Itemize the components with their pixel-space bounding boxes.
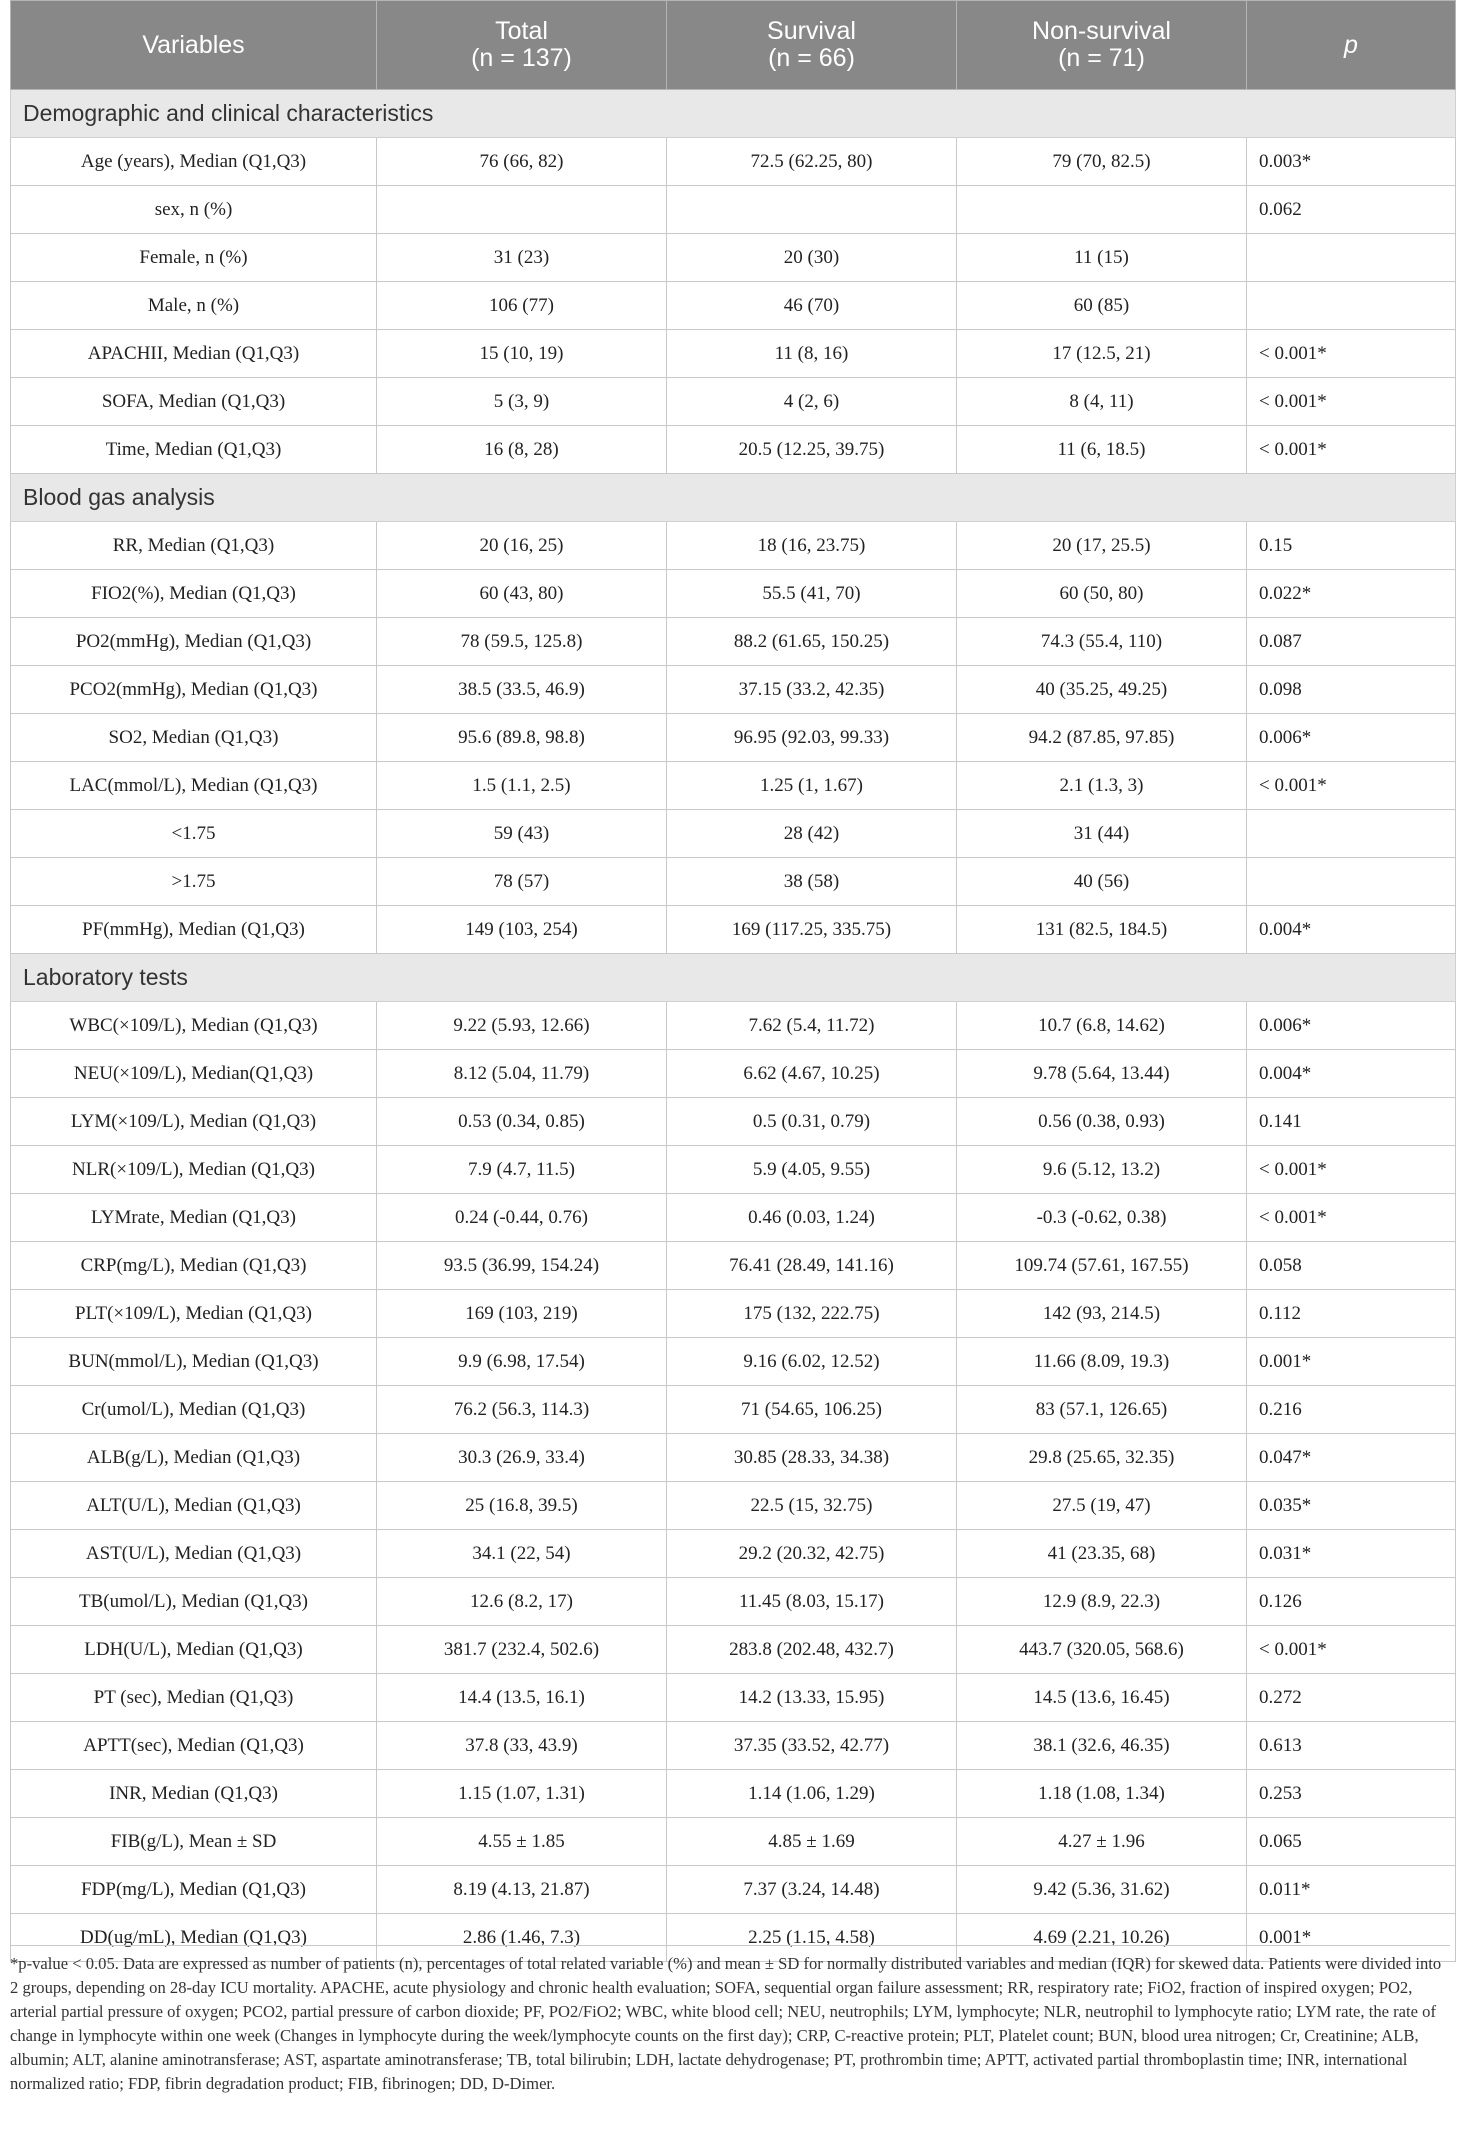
non-survival-cell: 8 (4, 11) <box>957 378 1247 426</box>
variable-cell: ALT(U/L), Median (Q1,Q3) <box>11 1482 377 1530</box>
survival-cell: 11.45 (8.03, 15.17) <box>667 1578 957 1626</box>
variable-cell: LYMrate, Median (Q1,Q3) <box>11 1194 377 1242</box>
survival-cell: 175 (132, 222.75) <box>667 1290 957 1338</box>
table-row <box>11 1098 1456 1146</box>
variable-cell: FDP(mg/L), Median (Q1,Q3) <box>11 1866 377 1914</box>
table-row <box>11 906 1456 954</box>
p-value-cell: < 0.001* <box>1247 1194 1456 1242</box>
total-cell: 16 (8, 28) <box>377 426 667 474</box>
non-survival-cell: 83 (57.1, 126.65) <box>957 1386 1247 1434</box>
survival-cell: 20.5 (12.25, 39.75) <box>667 426 957 474</box>
non-survival-cell: 60 (50, 80) <box>957 570 1247 618</box>
table-row <box>11 714 1456 762</box>
p-value-cell: 0.003* <box>1247 138 1456 186</box>
p-value-cell: < 0.001* <box>1247 378 1456 426</box>
section-title: Blood gas analysis <box>11 474 1456 522</box>
non-survival-cell: 40 (56) <box>957 858 1247 906</box>
p-value-cell: 0.058 <box>1247 1242 1456 1290</box>
survival-cell: 20 (30) <box>667 234 957 282</box>
table-row <box>11 1482 1456 1530</box>
header-row <box>11 1 1456 90</box>
variable-cell: BUN(mmol/L), Median (Q1,Q3) <box>11 1338 377 1386</box>
total-cell: 0.53 (0.34, 0.85) <box>377 1098 667 1146</box>
survival-cell: 7.62 (5.4, 11.72) <box>667 1002 957 1050</box>
table-row <box>11 1194 1456 1242</box>
p-value-cell: 0.15 <box>1247 522 1456 570</box>
variable-cell: AST(U/L), Median (Q1,Q3) <box>11 1530 377 1578</box>
p-value-cell: 0.001* <box>1247 1338 1456 1386</box>
survival-cell: 283.8 (202.48, 432.7) <box>667 1626 957 1674</box>
survival-cell: 88.2 (61.65, 150.25) <box>667 618 957 666</box>
non-survival-cell: 17 (12.5, 21) <box>957 330 1247 378</box>
p-value-cell: < 0.001* <box>1247 1146 1456 1194</box>
table-row <box>11 1290 1456 1338</box>
survival-cell: 71 (54.65, 106.25) <box>667 1386 957 1434</box>
total-cell: 169 (103, 219) <box>377 1290 667 1338</box>
non-survival-cell: 31 (44) <box>957 810 1247 858</box>
survival-cell: 6.62 (4.67, 10.25) <box>667 1050 957 1098</box>
variable-cell: RR, Median (Q1,Q3) <box>11 522 377 570</box>
p-value-cell: < 0.001* <box>1247 330 1456 378</box>
variable-cell: WBC(×109/L), Median (Q1,Q3) <box>11 1002 377 1050</box>
p-value-cell: 0.011* <box>1247 1866 1456 1914</box>
p-value-cell <box>1247 234 1456 282</box>
data-table <box>10 0 1456 1962</box>
variable-cell: FIO2(%), Median (Q1,Q3) <box>11 570 377 618</box>
variable-cell: SO2, Median (Q1,Q3) <box>11 714 377 762</box>
survival-cell: 0.46 (0.03, 1.24) <box>667 1194 957 1242</box>
header-p: p <box>1247 1 1456 90</box>
variable-cell: FIB(g/L), Mean ± SD <box>11 1818 377 1866</box>
p-value-cell: 0.216 <box>1247 1386 1456 1434</box>
total-cell: 30.3 (26.9, 33.4) <box>377 1434 667 1482</box>
total-cell: 5 (3, 9) <box>377 378 667 426</box>
header-total: Total (n = 137) <box>377 1 667 90</box>
total-cell: 76.2 (56.3, 114.3) <box>377 1386 667 1434</box>
total-cell: 4.55 ± 1.85 <box>377 1818 667 1866</box>
p-value-cell: 0.035* <box>1247 1482 1456 1530</box>
table-row <box>11 234 1456 282</box>
variable-cell: LAC(mmol/L), Median (Q1,Q3) <box>11 762 377 810</box>
total-cell: 78 (57) <box>377 858 667 906</box>
total-cell: 78 (59.5, 125.8) <box>377 618 667 666</box>
table-row <box>11 1386 1456 1434</box>
p-value-cell <box>1247 858 1456 906</box>
non-survival-cell: 94.2 (87.85, 97.85) <box>957 714 1247 762</box>
non-survival-cell: 11.66 (8.09, 19.3) <box>957 1338 1247 1386</box>
p-value-cell: 0.098 <box>1247 666 1456 714</box>
non-survival-cell: 11 (6, 18.5) <box>957 426 1247 474</box>
table-footnote: *p-value < 0.05. Data are expressed as number of patients (n), percentages of total related variable (%) and mean ± SD for normally distributed variables and median (IQR) for skewed data. Patients were divided into 2 groups, depending on 28-day ICU mortality. APACHE, acute physiology and chronic health evaluation; SOFA, sequential organ failure assessment; RR, respiratory rate; FiO2, fraction of inspired oxygen; PO2, arterial partial pressure of oxygen; PCO2, partial pressure of carbon dioxide; PF, PO2/FiO2; WBC, white blood cell; NEU, neutrophils; LYM, lymphocyte; NLR, neutrophil to lymphocyte ratio; LYM rate, the rate of change in lymphocyte within one week (Changes in lymphocyte during the week/lymphocyte counts on the first day); CRP, C-reactive protein; PLT, Platelet count; BUN, blood urea nitrogen; Cr, Creatinine; ALB, albumin; ALT, alanine aminotransferase; AST, aspartate aminotransferase; TB, total bilirubin; LDH, lactate dehydrogenase; PT, prothrombin time; APTT, activated partial thromboplastin time; INR, international normalized ratio; FDP, fibrin degradation product; FIB, fibrinogen; DD, D-Dimer. <box>10 1945 1450 2096</box>
survival-cell: 4.85 ± 1.69 <box>667 1818 957 1866</box>
table-row <box>11 1866 1456 1914</box>
p-value-cell: 0.272 <box>1247 1674 1456 1722</box>
table-row <box>11 1146 1456 1194</box>
total-cell: 60 (43, 80) <box>377 570 667 618</box>
total-cell: 93.5 (36.99, 154.24) <box>377 1242 667 1290</box>
total-cell: 9.9 (6.98, 17.54) <box>377 1338 667 1386</box>
total-cell: 95.6 (89.8, 98.8) <box>377 714 667 762</box>
variable-cell: SOFA, Median (Q1,Q3) <box>11 378 377 426</box>
table-row <box>11 618 1456 666</box>
non-survival-cell <box>957 186 1247 234</box>
variable-cell: APACHII, Median (Q1,Q3) <box>11 330 377 378</box>
variable-cell: NEU(×109/L), Median(Q1,Q3) <box>11 1050 377 1098</box>
p-value-cell: 0.001* <box>1247 1914 1456 1962</box>
non-survival-cell: 12.9 (8.9, 22.3) <box>957 1578 1247 1626</box>
table-row <box>11 1242 1456 1290</box>
variable-cell: APTT(sec), Median (Q1,Q3) <box>11 1722 377 1770</box>
survival-cell: 22.5 (15, 32.75) <box>667 1482 957 1530</box>
variable-cell: sex, n (%) <box>11 186 377 234</box>
non-survival-cell: 4.69 (2.21, 10.26) <box>957 1914 1247 1962</box>
table-row <box>11 1626 1456 1674</box>
variable-cell: PO2(mmHg), Median (Q1,Q3) <box>11 618 377 666</box>
non-survival-cell: 14.5 (13.6, 16.45) <box>957 1674 1247 1722</box>
section-title: Demographic and clinical characteristics <box>11 90 1456 138</box>
p-value-cell: 0.006* <box>1247 714 1456 762</box>
survival-cell: 29.2 (20.32, 42.75) <box>667 1530 957 1578</box>
p-value-cell: 0.141 <box>1247 1098 1456 1146</box>
p-value-cell: 0.126 <box>1247 1578 1456 1626</box>
p-value-cell: < 0.001* <box>1247 762 1456 810</box>
non-survival-cell: 20 (17, 25.5) <box>957 522 1247 570</box>
non-survival-cell: 4.27 ± 1.96 <box>957 1818 1247 1866</box>
non-survival-cell: 11 (15) <box>957 234 1247 282</box>
survival-cell: 55.5 (41, 70) <box>667 570 957 618</box>
variable-cell: ALB(g/L), Median (Q1,Q3) <box>11 1434 377 1482</box>
non-survival-cell: -0.3 (-0.62, 0.38) <box>957 1194 1247 1242</box>
survival-cell: 1.14 (1.06, 1.29) <box>667 1770 957 1818</box>
table-row <box>11 282 1456 330</box>
survival-cell: 30.85 (28.33, 34.38) <box>667 1434 957 1482</box>
variable-cell: LDH(U/L), Median (Q1,Q3) <box>11 1626 377 1674</box>
table-row <box>11 1530 1456 1578</box>
total-cell: 76 (66, 82) <box>377 138 667 186</box>
total-cell: 1.15 (1.07, 1.31) <box>377 1770 667 1818</box>
survival-cell: 37.35 (33.52, 42.77) <box>667 1722 957 1770</box>
table-row <box>11 138 1456 186</box>
non-survival-cell: 0.56 (0.38, 0.93) <box>957 1098 1247 1146</box>
table-row <box>11 1050 1456 1098</box>
non-survival-cell: 60 (85) <box>957 282 1247 330</box>
non-survival-cell: 142 (93, 214.5) <box>957 1290 1247 1338</box>
variable-cell: LYM(×109/L), Median (Q1,Q3) <box>11 1098 377 1146</box>
survival-cell: 0.5 (0.31, 0.79) <box>667 1098 957 1146</box>
variable-cell: Age (years), Median (Q1,Q3) <box>11 138 377 186</box>
non-survival-cell: 38.1 (32.6, 46.35) <box>957 1722 1247 1770</box>
total-cell: 2.86 (1.46, 7.3) <box>377 1914 667 1962</box>
table-row <box>11 810 1456 858</box>
table-row <box>11 522 1456 570</box>
table-row <box>11 426 1456 474</box>
survival-cell: 1.25 (1, 1.67) <box>667 762 957 810</box>
variable-cell: PCO2(mmHg), Median (Q1,Q3) <box>11 666 377 714</box>
table-row <box>11 1338 1456 1386</box>
survival-cell: 2.25 (1.15, 4.58) <box>667 1914 957 1962</box>
non-survival-cell: 40 (35.25, 49.25) <box>957 666 1247 714</box>
p-value-cell: < 0.001* <box>1247 426 1456 474</box>
survival-cell: 5.9 (4.05, 9.55) <box>667 1146 957 1194</box>
total-cell: 15 (10, 19) <box>377 330 667 378</box>
p-value-cell: < 0.001* <box>1247 1626 1456 1674</box>
survival-cell: 14.2 (13.33, 15.95) <box>667 1674 957 1722</box>
variable-cell: Time, Median (Q1,Q3) <box>11 426 377 474</box>
variable-cell: >1.75 <box>11 858 377 906</box>
non-survival-cell: 79 (70, 82.5) <box>957 138 1247 186</box>
survival-cell: 72.5 (62.25, 80) <box>667 138 957 186</box>
total-cell: 38.5 (33.5, 46.9) <box>377 666 667 714</box>
p-value-cell: 0.065 <box>1247 1818 1456 1866</box>
header-survival: Survival (n = 66) <box>667 1 957 90</box>
non-survival-cell: 10.7 (6.8, 14.62) <box>957 1002 1247 1050</box>
total-cell: 8.19 (4.13, 21.87) <box>377 1866 667 1914</box>
non-survival-cell: 2.1 (1.3, 3) <box>957 762 1247 810</box>
table-row <box>11 858 1456 906</box>
total-cell: 106 (77) <box>377 282 667 330</box>
survival-cell: 7.37 (3.24, 14.48) <box>667 1866 957 1914</box>
header-variables: Variables <box>11 1 377 90</box>
total-cell: 20 (16, 25) <box>377 522 667 570</box>
non-survival-cell: 1.18 (1.08, 1.34) <box>957 1770 1247 1818</box>
survival-cell: 9.16 (6.02, 12.52) <box>667 1338 957 1386</box>
total-cell: 381.7 (232.4, 502.6) <box>377 1626 667 1674</box>
table-row <box>11 570 1456 618</box>
table-row <box>11 378 1456 426</box>
p-value-cell: 0.253 <box>1247 1770 1456 1818</box>
survival-cell: 18 (16, 23.75) <box>667 522 957 570</box>
survival-cell: 169 (117.25, 335.75) <box>667 906 957 954</box>
p-value-cell: 0.031* <box>1247 1530 1456 1578</box>
table-row <box>11 1722 1456 1770</box>
total-cell: 37.8 (33, 43.9) <box>377 1722 667 1770</box>
variable-cell: TB(umol/L), Median (Q1,Q3) <box>11 1578 377 1626</box>
non-survival-cell: 9.78 (5.64, 13.44) <box>957 1050 1247 1098</box>
p-value-cell: 0.087 <box>1247 618 1456 666</box>
non-survival-cell: 131 (82.5, 184.5) <box>957 906 1247 954</box>
non-survival-cell: 109.74 (57.61, 167.55) <box>957 1242 1247 1290</box>
table-row <box>11 1674 1456 1722</box>
total-cell <box>377 186 667 234</box>
total-cell: 12.6 (8.2, 17) <box>377 1578 667 1626</box>
survival-cell: 76.41 (28.49, 141.16) <box>667 1242 957 1290</box>
non-survival-cell: 27.5 (19, 47) <box>957 1482 1247 1530</box>
table-row <box>11 762 1456 810</box>
non-survival-cell: 9.42 (5.36, 31.62) <box>957 1866 1247 1914</box>
section-row <box>11 90 1456 138</box>
total-cell: 31 (23) <box>377 234 667 282</box>
p-value-cell: 0.112 <box>1247 1290 1456 1338</box>
section-row <box>11 474 1456 522</box>
total-cell: 7.9 (4.7, 11.5) <box>377 1146 667 1194</box>
variable-cell: Female, n (%) <box>11 234 377 282</box>
table-row <box>11 1434 1456 1482</box>
p-value-cell: 0.062 <box>1247 186 1456 234</box>
header-non-survival: Non-survival (n = 71) <box>957 1 1247 90</box>
p-value-cell <box>1247 282 1456 330</box>
variable-cell: INR, Median (Q1,Q3) <box>11 1770 377 1818</box>
section-title: Laboratory tests <box>11 954 1456 1002</box>
survival-cell: 38 (58) <box>667 858 957 906</box>
variable-cell: NLR(×109/L), Median (Q1,Q3) <box>11 1146 377 1194</box>
variable-cell: <1.75 <box>11 810 377 858</box>
table-row <box>11 1002 1456 1050</box>
survival-cell: 46 (70) <box>667 282 957 330</box>
table-row <box>11 1578 1456 1626</box>
survival-cell: 11 (8, 16) <box>667 330 957 378</box>
non-survival-cell: 443.7 (320.05, 568.6) <box>957 1626 1247 1674</box>
variable-cell: Cr(umol/L), Median (Q1,Q3) <box>11 1386 377 1434</box>
total-cell: 149 (103, 254) <box>377 906 667 954</box>
p-value-cell <box>1247 810 1456 858</box>
p-value-cell: 0.047* <box>1247 1434 1456 1482</box>
total-cell: 34.1 (22, 54) <box>377 1530 667 1578</box>
variable-cell: PT (sec), Median (Q1,Q3) <box>11 1674 377 1722</box>
variable-cell: DD(ug/mL), Median (Q1,Q3) <box>11 1914 377 1962</box>
total-cell: 14.4 (13.5, 16.1) <box>377 1674 667 1722</box>
total-cell: 8.12 (5.04, 11.79) <box>377 1050 667 1098</box>
p-value-cell: 0.022* <box>1247 570 1456 618</box>
variable-cell: PF(mmHg), Median (Q1,Q3) <box>11 906 377 954</box>
variable-cell: Male, n (%) <box>11 282 377 330</box>
table-row <box>11 186 1456 234</box>
survival-cell: 4 (2, 6) <box>667 378 957 426</box>
non-survival-cell: 74.3 (55.4, 110) <box>957 618 1247 666</box>
total-cell: 1.5 (1.1, 2.5) <box>377 762 667 810</box>
table-row <box>11 1770 1456 1818</box>
non-survival-cell: 41 (23.35, 68) <box>957 1530 1247 1578</box>
survival-cell: 96.95 (92.03, 99.33) <box>667 714 957 762</box>
variable-cell: CRP(mg/L), Median (Q1,Q3) <box>11 1242 377 1290</box>
section-row <box>11 954 1456 1002</box>
survival-cell: 28 (42) <box>667 810 957 858</box>
non-survival-cell: 9.6 (5.12, 13.2) <box>957 1146 1247 1194</box>
survival-cell: 37.15 (33.2, 42.35) <box>667 666 957 714</box>
total-cell: 0.24 (-0.44, 0.76) <box>377 1194 667 1242</box>
total-cell: 59 (43) <box>377 810 667 858</box>
table-row <box>11 666 1456 714</box>
p-value-cell: 0.004* <box>1247 1050 1456 1098</box>
total-cell: 9.22 (5.93, 12.66) <box>377 1002 667 1050</box>
table-row <box>11 1818 1456 1866</box>
non-survival-cell: 29.8 (25.65, 32.35) <box>957 1434 1247 1482</box>
table-row <box>11 330 1456 378</box>
p-value-cell: 0.613 <box>1247 1722 1456 1770</box>
variable-cell: PLT(×109/L), Median (Q1,Q3) <box>11 1290 377 1338</box>
p-value-cell: 0.004* <box>1247 906 1456 954</box>
total-cell: 25 (16.8, 39.5) <box>377 1482 667 1530</box>
survival-cell <box>667 186 957 234</box>
p-value-cell: 0.006* <box>1247 1002 1456 1050</box>
